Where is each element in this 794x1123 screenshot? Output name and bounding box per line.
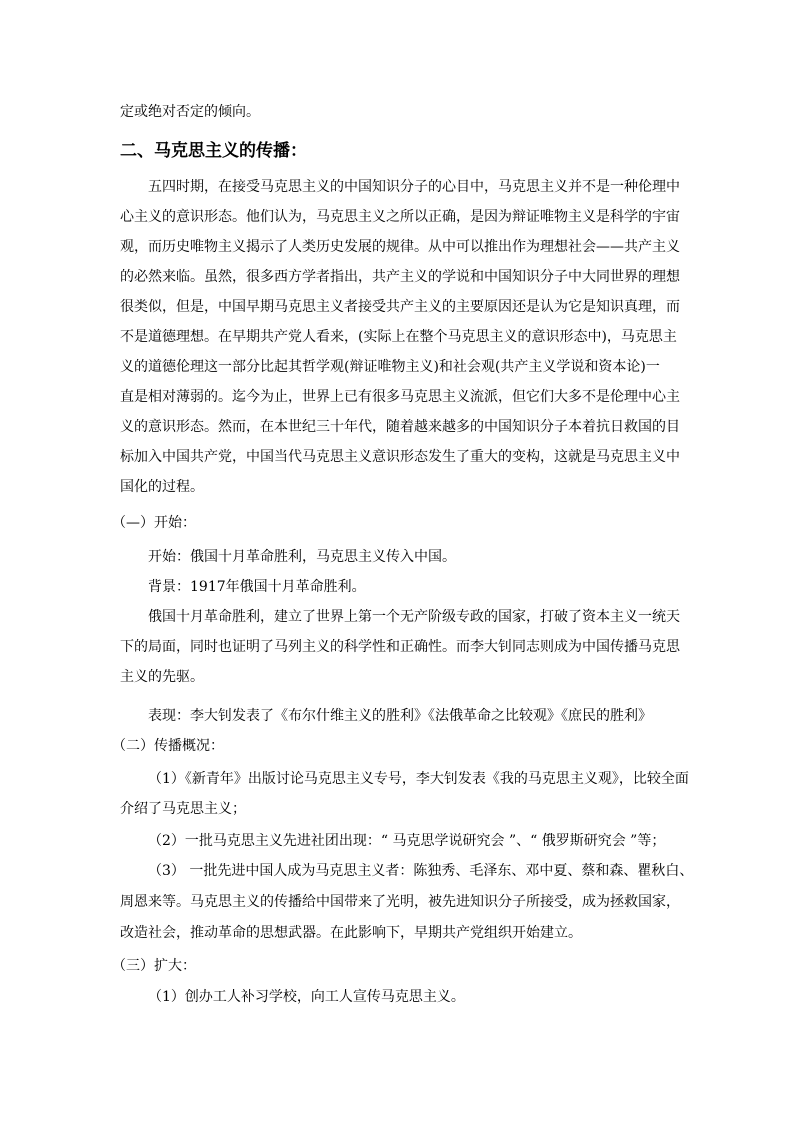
paragraph-line: 标加入中国共产党，中国当代马克思主义意识形态发生了重大的变构，这就是马克思主义中 — [120, 449, 680, 465]
paragraph-line: 很类似，但是，中国早期马克思主义者接受共产主义的主要原因还是认为它是知识真理，而 — [120, 299, 680, 315]
subsection-heading: （三）扩大： — [112, 958, 196, 974]
list-item-continuation: 改造社会，推动革命的思想武器。在此影响下，早期共产党组织开始建立。 — [120, 925, 582, 941]
section-heading: 二、马克思主义的传播： — [120, 141, 307, 161]
list-item-continuation: 周恩来等。马克思主义的传播给中国带来了光明，被先进知识分子所接受，成为拯救国家， — [120, 894, 680, 910]
paragraph-line: 心主义的意识形态。他们认为，马克思主义之所以正确，是因为辩证唯物主义是科学的宇宙 — [120, 209, 680, 225]
paragraph-line: 的必然来临。虽然，很多西方学者指出，共产主义的学说和中国知识分子中大同世界的理想 — [120, 269, 680, 285]
paragraph-line: 表现：李大钊发表了《布尔什维主义的胜利》《法俄革命之比较观》《庶民的胜利》 — [148, 708, 652, 724]
paragraph-line: 义的意识形态。然而，在本世纪三十年代，随着越来越多的中国知识分子本着抗日救国的目 — [120, 419, 680, 435]
text-line-continuation: 定或绝对否定的倾向。 — [120, 104, 260, 120]
paragraph-line: 下的局面，同时也证明了马列主义的科学性和正确性。而李大钊同志则成为中国传播马克思 — [120, 639, 680, 655]
list-item: （1）创办工人补习学校，向工人宣传马克思主义。 — [148, 989, 465, 1005]
paragraph-line: 背景：1917年俄国十月革命胜利。 — [148, 579, 366, 595]
paragraph-line: 义的道德伦理这一部分比起其哲学观(辩证唯物主义)和社会观(共产主义学说和资本论)一 — [120, 359, 660, 375]
paragraph-line: 不是道德理想。在早期共产党人看来，(实际上在整个马克思主义的意识形态中)，马克思主 — [120, 329, 677, 345]
list-item: （3） 一批先进中国人成为马克思主义者：陈独秀、毛泽东、邓中夏、蔡和森、瞿秋白、 — [148, 863, 694, 879]
paragraph-line: 五四时期，在接受马克思主义的中国知识分子的心目中，马克思主义并不是一种伦理中 — [148, 179, 680, 195]
list-item: （2）一批马克思主义先进社团出现：“ 马克思学说研究会 ”、“ 俄罗斯研究会 ”等； — [148, 833, 666, 849]
paragraph-line: 主义的先驱。 — [120, 669, 204, 685]
paragraph-line: 开始：俄国十月革命胜利，马克思主义传入中国。 — [148, 549, 456, 565]
subsection-heading: （二）传播概况： — [112, 738, 224, 754]
subsection-heading: （—）开始： — [112, 515, 196, 531]
paragraph-line: 观，而历史唯物主义揭示了人类历史发展的规律。从中可以推出作为理想社会——共产主义 — [120, 239, 680, 255]
paragraph-line: 国化的过程。 — [120, 479, 204, 495]
paragraph-line: 直是相对薄弱的。迄今为止，世界上已有很多马克思主义流派，但它们大多不是伦理中心主 — [120, 389, 680, 405]
paragraph-line: 俄国十月革命胜利，建立了世界上第一个无产阶级专政的国家，打破了资本主义一统天 — [148, 609, 680, 625]
list-item-continuation: 介绍了马克思主义； — [120, 801, 246, 817]
list-item: （1）《新青年》出版讨论马克思主义专号，李大钊发表《我的马克思主义观》，比较全面 — [148, 771, 689, 787]
